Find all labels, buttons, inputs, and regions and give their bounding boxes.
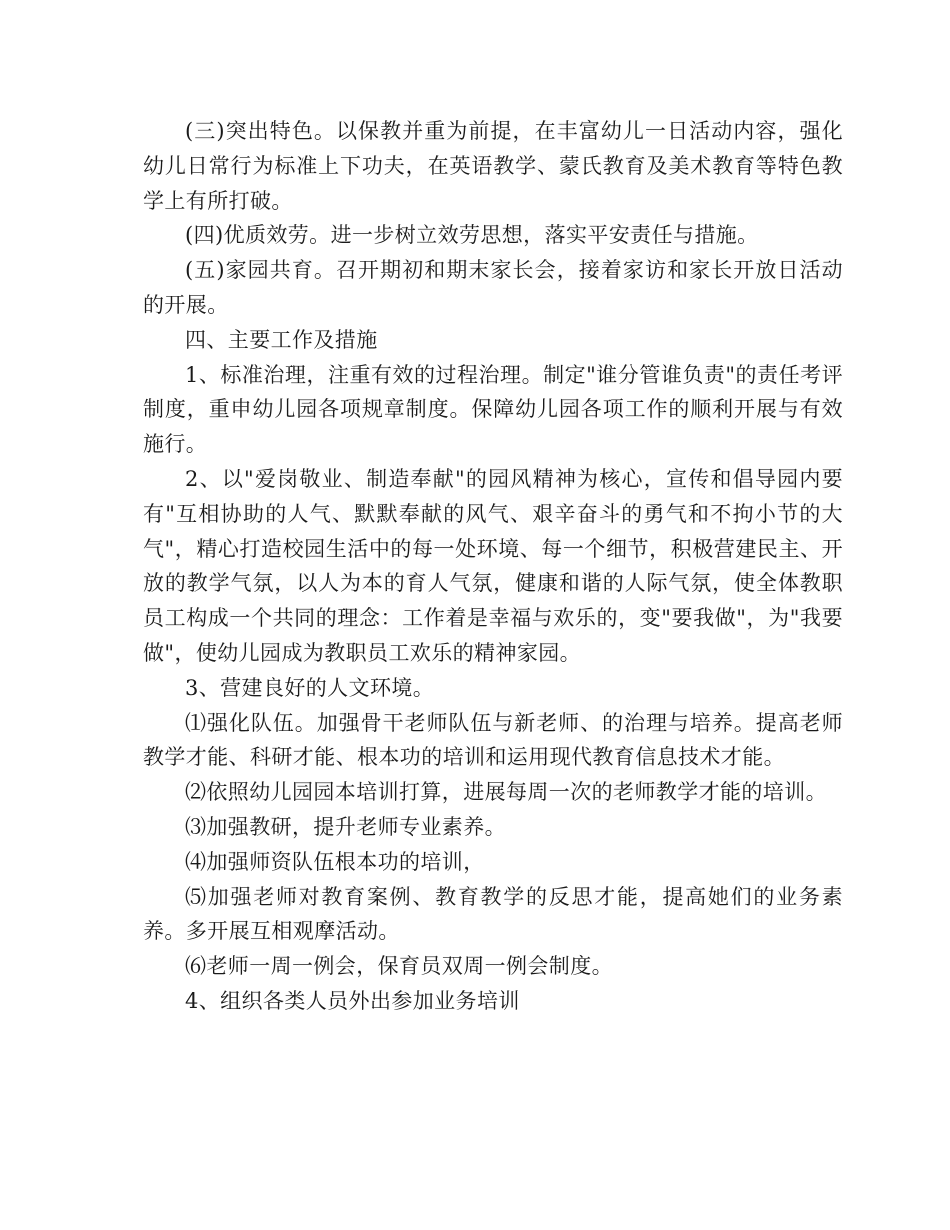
paragraph-item-2: 2、以"爱岗敬业、制造奉献"的园风精神为核心，宣传和倡导园内要有"互相协助的人气、默默奉献的风气、艰辛奋斗的勇气和不拘小节的大气"，精心打造校园生活中的每一处环境、每一个细节，积极营建民主、开放的教学气氛，以人为本的育人气氛，健康和谐的人际气氛，使全体教职员工构成一个共同的理念：工作着是幸福与欢乐的，变"要我做"，为"我要做"，使幼儿园成为教职员工欢乐的精神家园。 <box>143 466 843 665</box>
paragraph-item-4: 4、组织各类人员外出参加业务培训 <box>185 988 520 1013</box>
paragraph-special-features: (三)突出特色。以保教并重为前提，在丰富幼儿一日活动内容，强化幼儿日常行为标准上下功夫，在英语教学、蒙氏教育及美术教育等特色教学上有所打破。 <box>143 119 843 213</box>
document-body <box>143 114 843 1019</box>
paragraph-item-3: 3、营建良好的人文环境。 <box>185 675 435 700</box>
section-heading-main-work: 四、主要工作及措施 <box>185 327 378 352</box>
paragraph-subitem-2: ⑵依照幼儿园园本培训打算，进展每周一次的老师教学才能的培训。 <box>185 780 827 805</box>
paragraph-subitem-5: ⑸加强老师对教育案例、教育教学的反思才能，提高她们的业务素养。多开展互相观摩活动。 <box>143 884 843 944</box>
paragraph-subitem-4: ⑷加强师资队伍根本功的培训， <box>185 849 485 874</box>
paragraph-item-1: 1、标准治理，注重有效的过程治理。制定"谁分管谁负责"的责任考评制度，重申幼儿园各项规章制度。保障幼儿园各项工作的顺利开展与有效施行。 <box>143 362 843 457</box>
paragraph-subitem-1: ⑴强化队伍。加强骨干老师队伍与新老师、的治理与培养。提高老师教学才能、科研才能、根本功的培训和运用现代教育信息技术才能。 <box>143 710 843 770</box>
paragraph-quality-service: (四)优质效劳。进一步树立效劳思想，落实平安责任与措施。 <box>185 223 759 248</box>
paragraph-subitem-6: ⑹老师一周一例会，保育员双周一例会制度。 <box>185 954 613 979</box>
paragraph-subitem-3: ⑶加强教研，提升老师专业素养。 <box>185 814 506 839</box>
paragraph-home-school: (五)家园共育。召开期初和期末家长会，接着家访和家长开放日活动的开展。 <box>143 258 843 317</box>
